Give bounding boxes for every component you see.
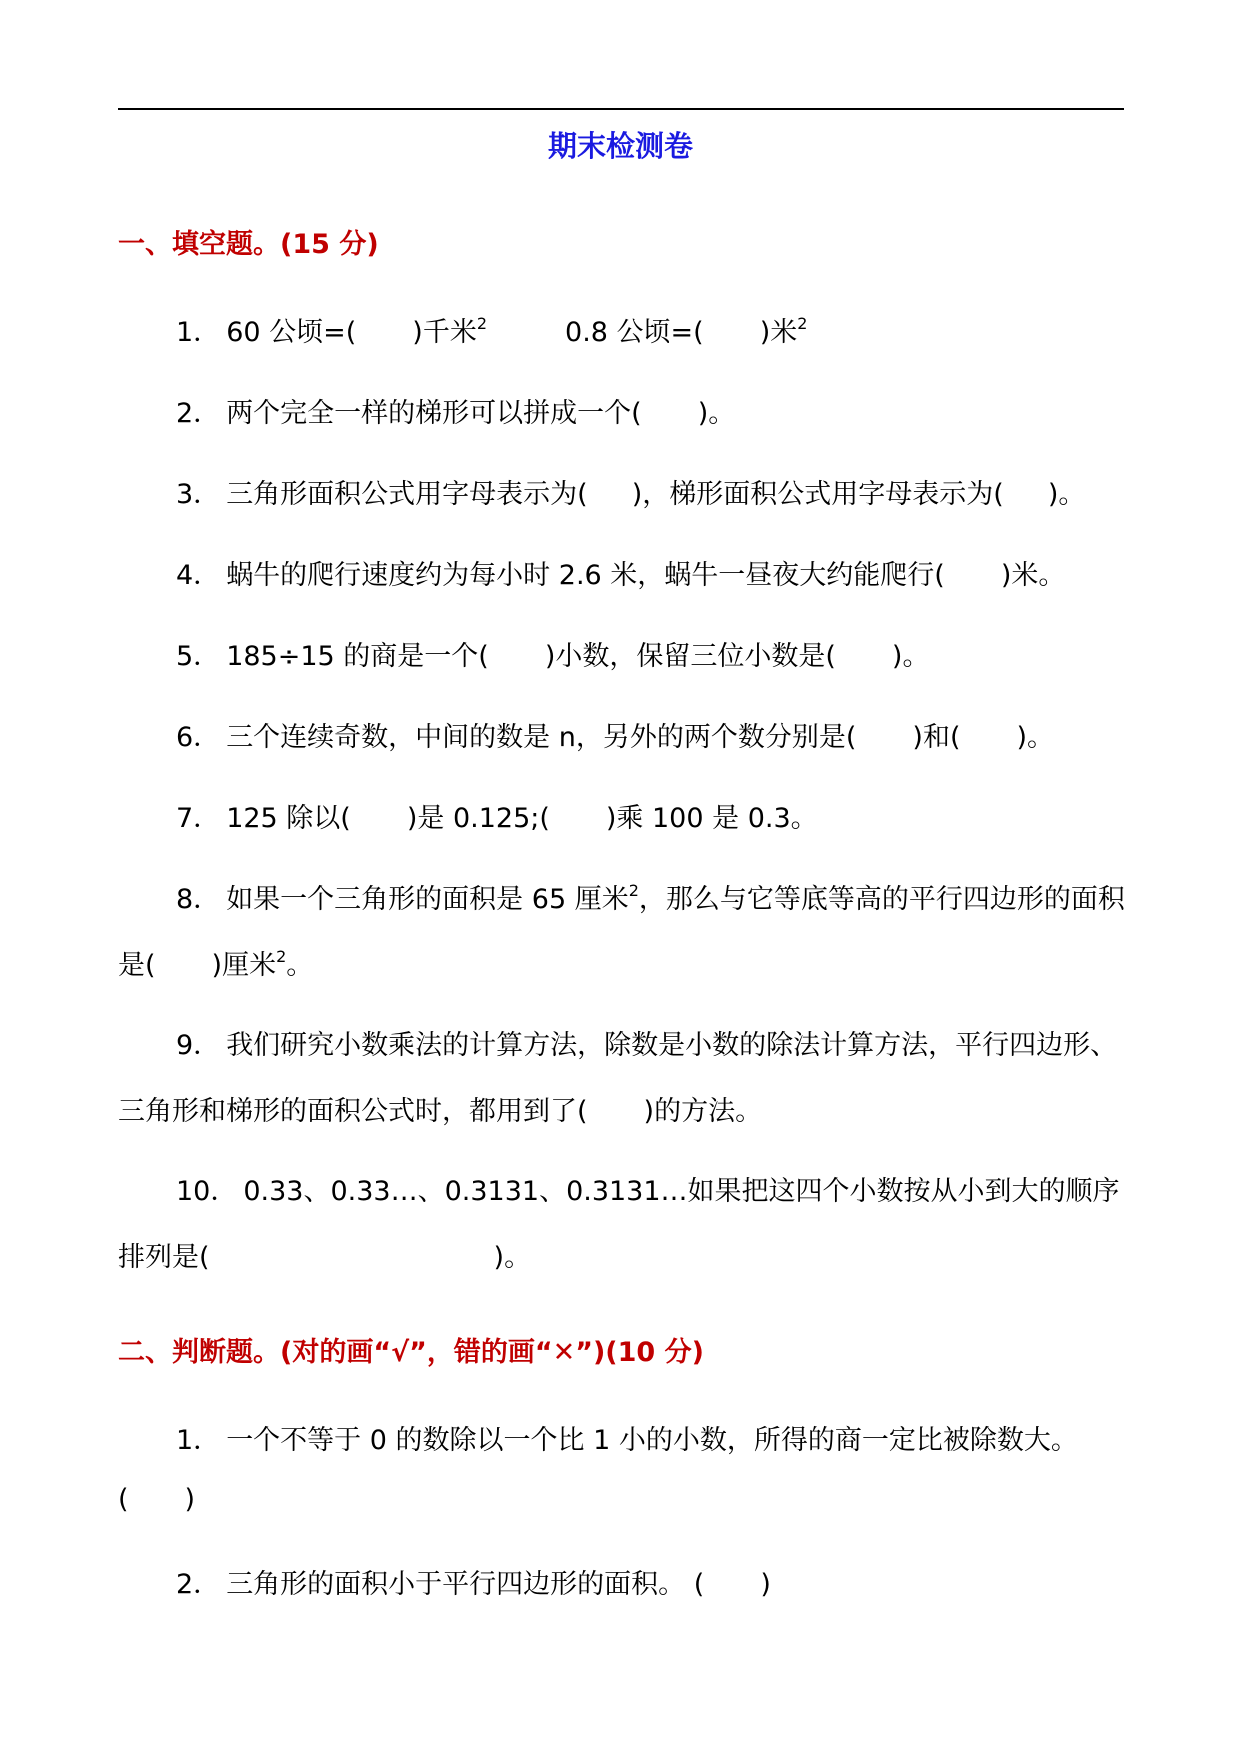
- question-number: 4．: [176, 560, 221, 591]
- question-text: 三角形的面积小于平行四边形的面积。 (: [226, 1569, 705, 1600]
- header-rule: [118, 108, 1124, 110]
- question-number: 2．: [176, 398, 221, 429]
- question-text: ): [760, 1569, 771, 1600]
- question-text: )是 0.125;(: [406, 803, 550, 834]
- question-7: [118, 786, 1128, 852]
- superscript: 2: [476, 314, 488, 333]
- question-text: )的方法。: [643, 1096, 763, 1127]
- question-number: 7．: [176, 803, 221, 834]
- question-3: [118, 462, 1128, 528]
- question-10: [118, 1159, 1128, 1291]
- question-number: 9．: [176, 1030, 221, 1061]
- question-6: [118, 705, 1128, 771]
- question-number: 1．: [176, 317, 221, 348]
- question-text: ，那么与它等底等高的平行四边形的面积是(: [118, 884, 1125, 981]
- question-text: 0.8 公顷=(: [565, 317, 704, 348]
- judge-answer-parentheses[interactable]: [118, 1484, 195, 1515]
- question-text: )小数，保留三位小数是(: [544, 641, 836, 672]
- page-title: 期末检测卷: [547, 129, 693, 163]
- question-text: )米。: [1000, 560, 1066, 591]
- question-text: )米: [759, 317, 798, 348]
- question-text: )。: [1016, 722, 1055, 753]
- question-text: 三角形面积公式用字母表示为(: [226, 479, 588, 510]
- judge-question-1: [118, 1408, 1128, 1474]
- question-1: [118, 300, 1128, 366]
- section-heading-fill-in: 一、填空题。(15 分): [118, 229, 379, 260]
- question-text: 125 除以(: [226, 803, 351, 834]
- question-9: [118, 1013, 1128, 1145]
- question-text: )。: [697, 398, 736, 429]
- question-number: 3．: [176, 479, 221, 510]
- section-heading-true-false: 二、判断题。(对的画“√”，错的画“✕”)(10 分): [118, 1337, 704, 1368]
- question-text: 60 公顷=(: [226, 317, 357, 348]
- question-text: )。: [1047, 479, 1086, 510]
- superscript: 2: [797, 314, 808, 333]
- question-text: )和(: [912, 722, 961, 753]
- question-number: 8．: [176, 884, 221, 915]
- superscript: 2: [628, 881, 639, 900]
- superscript: 2: [276, 947, 287, 966]
- question-number: 5．: [176, 641, 221, 672]
- question-text: )千米: [412, 317, 477, 348]
- question-4: [118, 543, 1128, 609]
- question-text: )乘 100 是 0.3。: [605, 803, 818, 834]
- question-text: 我们研究小数乘法的计算方法，除数是小数的除法计算方法，平行四边形、三角形和梯形的面积公式时，都用到了(: [118, 1030, 1118, 1127]
- question-5: [118, 624, 1128, 690]
- question-2: [118, 381, 1128, 447]
- question-8: [118, 867, 1128, 999]
- paren-close: ): [184, 1484, 196, 1515]
- question-text: 0.33、0.33…、0.3131、0.3131…如果把这四个小数按从小到大的顺序排列是(: [118, 1176, 1120, 1273]
- question-text: )。: [891, 641, 930, 672]
- question-text: )。: [493, 1242, 532, 1273]
- question-text: 185÷15 的商是一个(: [226, 641, 489, 672]
- judge-question-2: [118, 1552, 1128, 1618]
- question-text: 三个连续奇数，中间的数是 n，另外的两个数分别是(: [226, 722, 857, 753]
- question-text: 一个不等于 0 的数除以一个比 1 小的小数，所得的商一定比被除数大。: [226, 1425, 1078, 1456]
- question-number: 6．: [176, 722, 221, 753]
- question-text: 。: [286, 950, 314, 981]
- question-number: 2．: [176, 1569, 221, 1600]
- question-text: 蜗牛的爬行速度约为每小时 2.6 米，蜗牛一昼夜大约能爬行(: [226, 560, 945, 591]
- question-text: 两个完全一样的梯形可以拼成一个(: [226, 398, 642, 429]
- question-text: )厘米: [211, 950, 277, 981]
- question-number: 1．: [176, 1425, 221, 1456]
- paren-open: (: [118, 1484, 129, 1515]
- question-text: 如果一个三角形的面积是 65 厘米: [226, 884, 629, 915]
- question-number: 10．: [176, 1176, 238, 1207]
- question-text: )，梯形面积公式用字母表示为(: [631, 479, 1004, 510]
